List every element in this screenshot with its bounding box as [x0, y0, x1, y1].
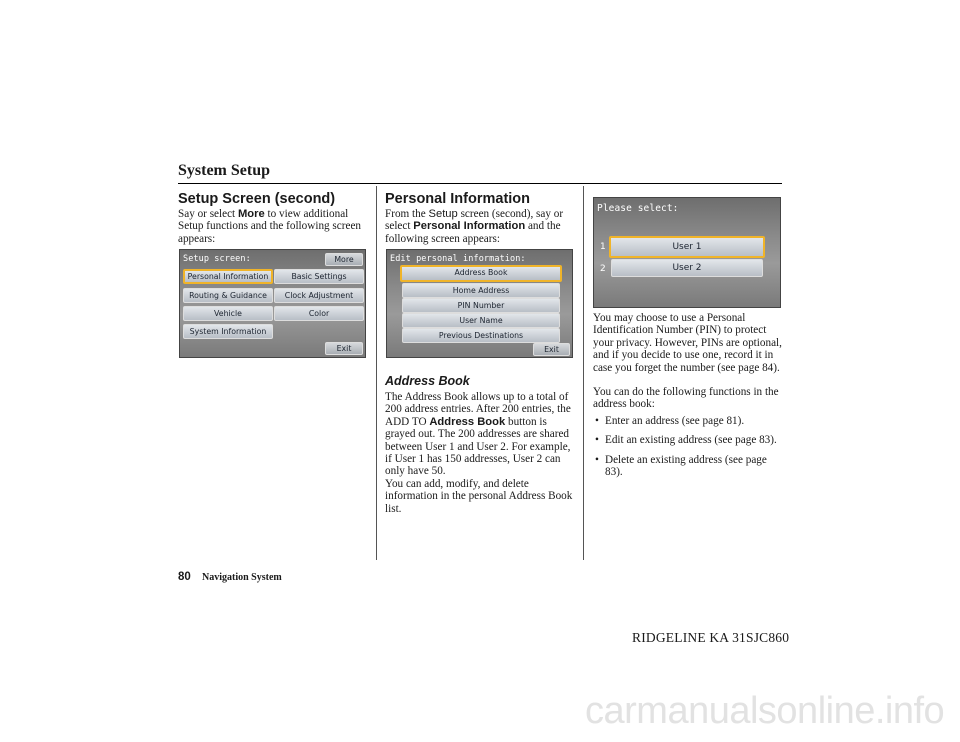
manual-name: Navigation System — [202, 572, 282, 583]
title-rule — [178, 183, 782, 184]
pin-paragraph: You may choose to use a Personal Identification Number (PIN) to protect your privacy. However, PINs are optional, and if you decide to use one, record it in case you forget the number (see page 84). — [593, 312, 782, 374]
document-code: RIDGELINE KA 31SJC860 — [632, 630, 790, 645]
user-1-button[interactable]: User 1 — [609, 236, 765, 258]
please-select-screen — [593, 197, 781, 308]
vehicle-button[interactable]: Vehicle — [183, 306, 273, 321]
page-title: System Setup — [178, 162, 271, 179]
intro-text: Say or select — [178, 208, 238, 220]
clock-adjustment-button[interactable]: Clock Adjustment — [274, 288, 364, 303]
function-list — [593, 415, 783, 479]
edit-screen-title: Edit personal information: — [390, 254, 526, 264]
intro-text-end: to view additional Setup functions and the following screen appears: — [178, 208, 361, 245]
address-book-paragraph-2: You can add, modify, and delete information in the personal Address Book list. — [385, 477, 573, 515]
basic-settings-button[interactable]: Basic Settings — [274, 269, 364, 284]
color-button[interactable]: Color — [274, 306, 364, 321]
user-2-button[interactable]: User 2 — [611, 259, 763, 277]
intro-text-end: and the following screen appears: — [385, 220, 561, 245]
setup-screen-title: Setup screen: — [183, 254, 251, 264]
system-information-button[interactable]: System Information — [183, 324, 273, 339]
list-item: • Enter an address (see page 81). — [593, 415, 783, 427]
list-item: • Edit an existing address (see page 83). — [593, 434, 783, 446]
column-setup-screen — [178, 191, 368, 353]
personal-information-keyword: Personal Information — [413, 220, 526, 233]
intro-text: From the — [385, 208, 429, 220]
select-screen-title: Please select: — [597, 203, 679, 214]
address-book-section — [385, 366, 577, 515]
list-item: • Delete an existing address (see page 83). — [593, 454, 783, 479]
user-name-button[interactable]: User Name — [402, 313, 560, 328]
address-book-text-end: button is grayed out. The 200 addresses are shared between User 1 and User 2. For example, if User 1 has 150 addresses, User 2 can only have 50. — [385, 415, 571, 478]
row-number-1: 1 — [600, 242, 606, 252]
more-keyword: More — [237, 208, 265, 220]
setup-screen-heading: Setup Screen (second) — [178, 191, 336, 207]
previous-destinations-button[interactable]: Previous Destinations — [402, 328, 560, 343]
exit-button[interactable]: Exit — [533, 343, 570, 356]
column-divider-1 — [376, 186, 377, 560]
address-book-paragraph — [385, 391, 577, 478]
functions-paragraph: You can do the following functions in the address book: — [593, 386, 779, 411]
column-user-select — [593, 197, 783, 485]
column-personal-information — [385, 191, 577, 515]
routing-guidance-button[interactable]: Routing & Guidance — [183, 288, 273, 303]
home-address-button[interactable]: Home Address — [402, 283, 560, 298]
personal-information-button[interactable]: Personal Information — [183, 269, 273, 284]
setup-screen-intro — [178, 208, 368, 245]
address-book-button[interactable]: Address Book — [400, 265, 562, 282]
address-book-text: The Address Book allows up to a total of 200 address entries. After 200 entries, the ADD TO — [385, 391, 571, 428]
pin-number-button[interactable]: PIN Number — [402, 298, 560, 313]
page-number: 80 — [178, 571, 191, 583]
exit-button[interactable]: Exit — [325, 342, 363, 355]
row-number-2: 2 — [600, 264, 606, 274]
address-book-keyword: Address Book — [429, 415, 506, 428]
column-divider-2 — [583, 186, 584, 560]
more-button[interactable]: More — [325, 253, 363, 266]
edit-personal-information-screen — [386, 249, 573, 358]
personal-information-heading: Personal Information — [385, 191, 531, 207]
setup-keyword: Setup — [428, 208, 458, 220]
setup-screen-image — [179, 249, 366, 358]
intro-text-mid: screen (second), say or select — [385, 208, 564, 233]
address-book-subheading: Address Book — [385, 374, 470, 388]
watermark: carmanualsonline.info — [585, 690, 945, 732]
personal-information-intro — [385, 208, 577, 245]
